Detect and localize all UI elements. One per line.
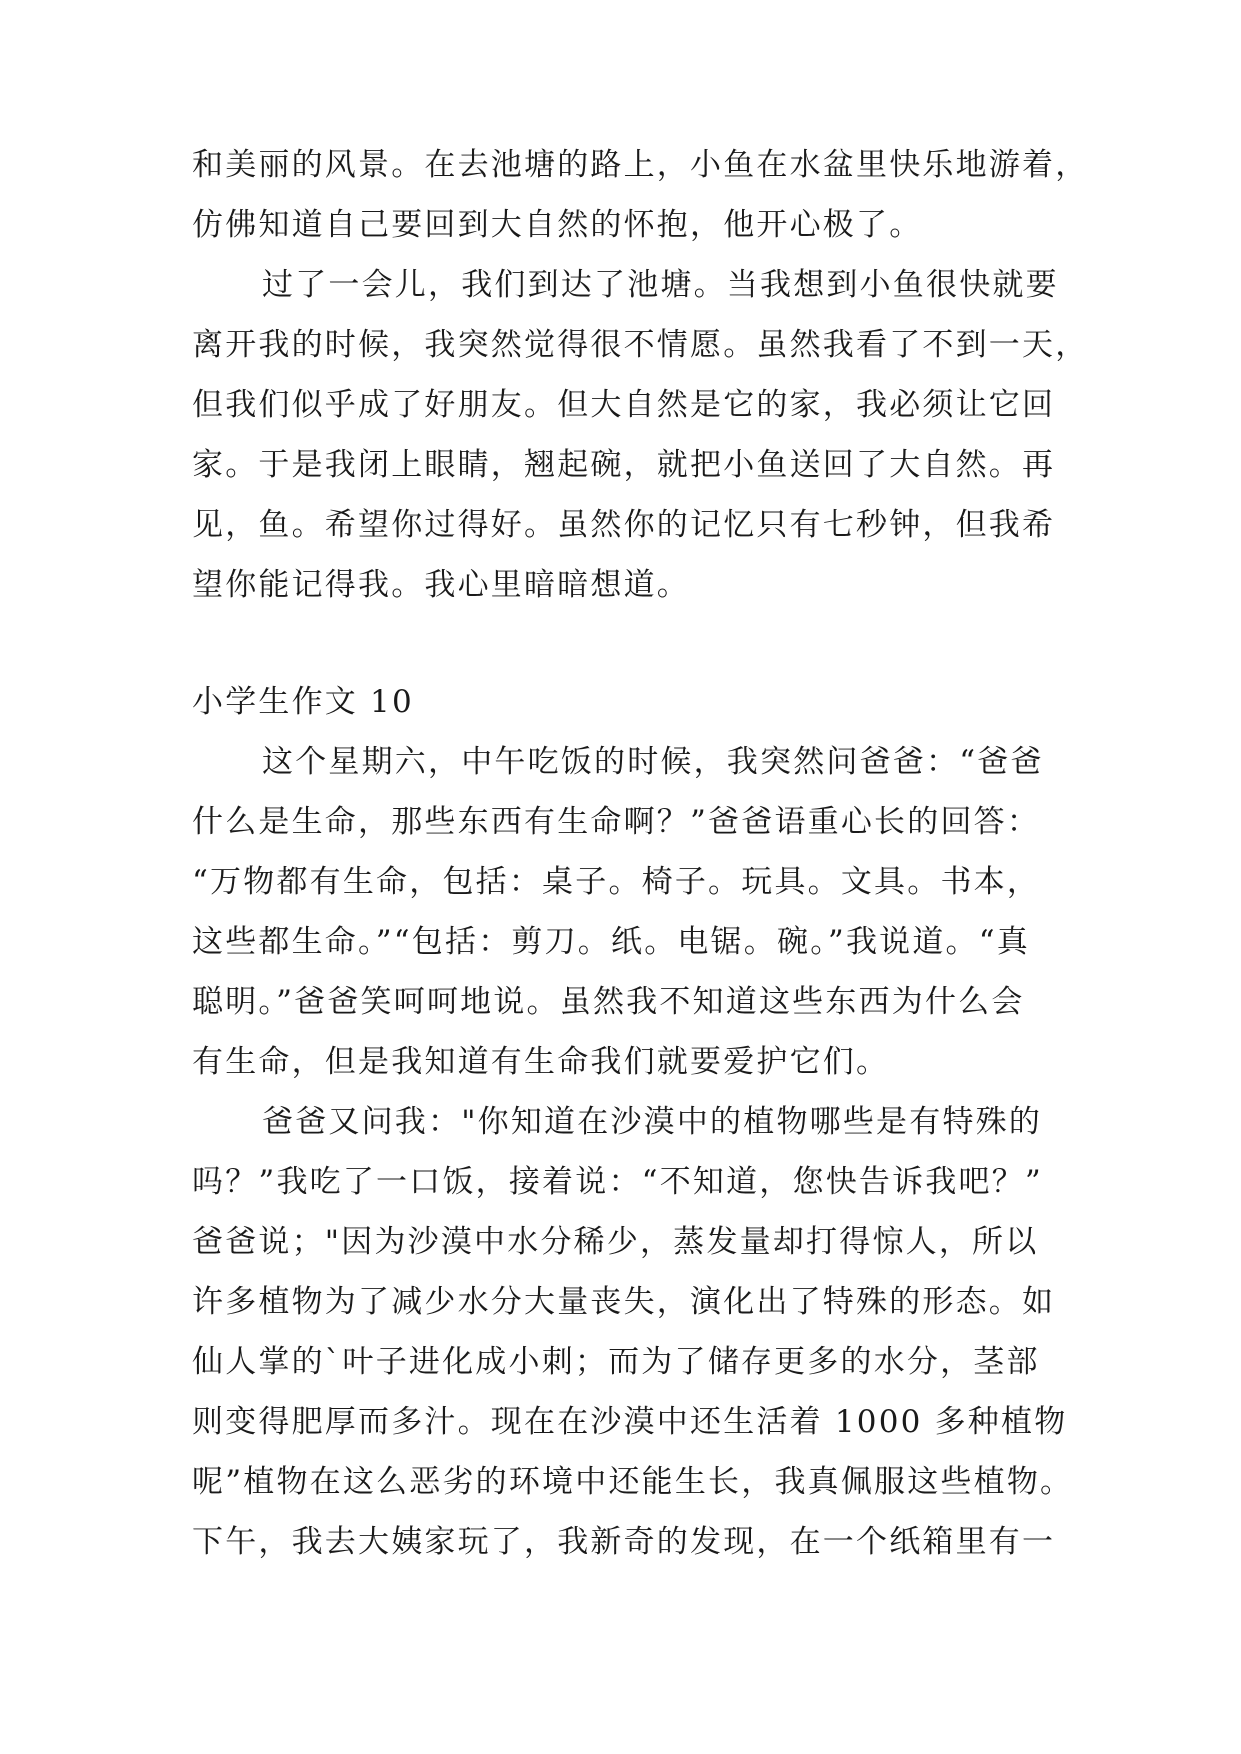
text-line: 仿佛知道自己要回到大自然的怀抱，他开心极了。 [192, 207, 923, 243]
text-line: 许多植物为了减少水分大量丧失，演化出了特殊的形态。如 [192, 1284, 1056, 1320]
paragraph-life [192, 732, 1052, 1092]
text-line: 家。于是我闭上眼睛，翘起碗，就把小鱼送回了大自然。再 [192, 447, 1056, 483]
text-line: 和美丽的风景。在去池塘的路上，小鱼在水盆里快乐地游着， [192, 147, 1089, 183]
paragraph-continuation [192, 135, 1089, 255]
text-line: 呢”植物在这么恶劣的环境中还能生长，我真佩服这些植物。 [192, 1464, 1074, 1500]
text-line: 则变得肥厚而多汁。现在在沙漠中还生活着 1000 多种植物 [192, 1404, 1068, 1440]
text-line: 见，鱼。希望你过得好。虽然你的记忆只有七秒钟，但我希 [192, 507, 1056, 543]
text-line: 仙人掌的`叶子进化成小刺；而为了储存更多的水分，茎部 [192, 1344, 1040, 1380]
text-line: 吗？”我吃了一口饭，接着说：“不知道，您快告诉我吧？” [192, 1164, 1043, 1200]
text-line: 但我们似乎成了好朋友。但大自然是它的家，我必须让它回 [192, 387, 1056, 423]
text-line: 过了一会儿，我们到达了池塘。当我想到小鱼很快就要 [262, 267, 1059, 303]
text-line: “万物都有生命，包括：桌子。椅子。玩具。文具。书本， [192, 864, 1041, 900]
essay-heading [192, 672, 1052, 732]
essay-title: 小学生作文 10 [192, 684, 414, 720]
text-line: 望你能记得我。我心里暗暗想道。 [192, 567, 690, 603]
text-line: 这些都生命。”“包括：剪刀。纸。电锯。碗。”我说道。“真 [192, 924, 1030, 960]
paragraph-desert [192, 1092, 1074, 1572]
text-line: 有生命，但是我知道有生命我们就要爱护它们。 [192, 1044, 890, 1080]
text-line: 离开我的时候，我突然觉得很不情愿。虽然我看了不到一天， [192, 327, 1089, 363]
paragraph-pond [192, 255, 1089, 615]
text-line: 聪明。”爸爸笑呵呵地说。虽然我不知道这些东西为什么会 [192, 984, 1025, 1020]
text-line: 下午，我去大姨家玩了，我新奇的发现，在一个纸箱里有一 [192, 1524, 1056, 1560]
text-line: 什么是生命，那些东西有生命啊？”爸爸语重心长的回答： [192, 804, 1041, 840]
text-line: 爸爸又问我："你知道在沙漠中的植物哪些是有特殊的 [262, 1104, 1043, 1140]
text-line: 爸爸说；"因为沙漠中水分稀少，蒸发量却打得惊人，所以 [192, 1224, 1039, 1260]
text-line: 这个星期六，中午吃饭的时候，我突然问爸爸：“爸爸 [262, 744, 1044, 780]
